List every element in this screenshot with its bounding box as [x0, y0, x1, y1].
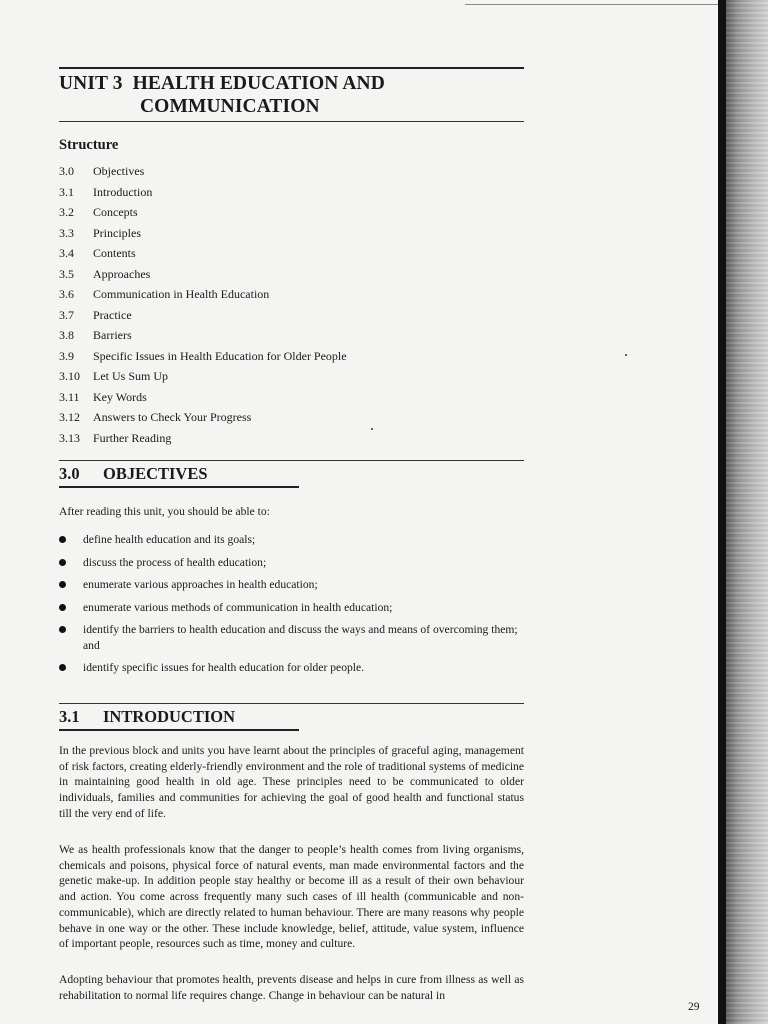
structure-item-label: Objectives	[93, 164, 145, 178]
scan-top-line	[465, 4, 720, 5]
objective-text: enumerate various approaches in health education;	[83, 578, 318, 591]
intro-paragraph-3: Adopting behaviour that promotes health, prevents disease and helps in cure from illness as well as rehabilitation to normal life requires change. Change in behaviour can be natural in	[59, 973, 524, 1002]
structure-item-number: 3.13	[59, 430, 80, 445]
structure-item-number: 3.7	[59, 307, 74, 322]
bullet-icon	[59, 581, 66, 588]
unit-title-line1: HEALTH EDUCATION AND	[132, 73, 385, 94]
structure-item-label: Contents	[93, 246, 136, 260]
structure-item-label: Principles	[93, 225, 141, 240]
section-title: OBJECTIVES	[103, 464, 208, 483]
structure-heading: Structure	[59, 137, 119, 153]
objective-item	[59, 577, 524, 593]
objective-text: identify the barriers to health education and discuss the ways and means of overcoming them; and	[83, 623, 518, 652]
bullet-icon	[59, 664, 66, 671]
structure-item-label: Approaches	[93, 266, 151, 281]
structure-item-number: 3.0	[59, 164, 74, 178]
scan-speck	[371, 428, 373, 430]
objective-item	[59, 555, 524, 571]
bullet-icon	[59, 604, 66, 611]
structure-item-number: 3.1	[59, 184, 74, 199]
intro-paragraph-1: In the previous block and units you have learnt about the principles of graceful aging, management of risk factors, creating elderly-friendly environment and the role of traditional systems of medicine in maintaining good health in old age. These principles need to be communicated to older individuals, families and communities for achieving the goal of good health and functional status till the very end of life.	[59, 744, 524, 820]
structure-item-number: 3.8	[59, 328, 74, 342]
unit-title-line2: COMMUNICATION	[140, 96, 320, 117]
objective-item	[59, 532, 524, 548]
structure-item	[59, 389, 524, 410]
intro-paragraph-2: We as health professionals know that the danger to people’s health comes from living organisms, chemicals and poisons, physical force of natural events, man made environmental factors and the genetic make-up. In addition people stay healthy or become ill as a result of their own behaviour and action. You come across frequently many such cases of ill health (communicable and non-communicable), which are directly related to human behaviour. There are many reasons why people behave in one way or the other. These include knowledge, belief, attitude, value system, influence of important people, resources such as time, money and culture.	[59, 843, 524, 951]
structure-item	[59, 245, 524, 266]
structure-item	[59, 225, 524, 246]
objective-text: identify specific issues for health education for older people.	[83, 661, 365, 674]
section-heading-objectives	[59, 460, 524, 488]
structure-item-number: 3.12	[59, 410, 80, 424]
structure-item-label: Concepts	[93, 205, 138, 219]
structure-item-label: Answers to Check Your Progress	[93, 410, 252, 424]
scan-speck	[625, 354, 627, 356]
structure-item	[59, 286, 524, 307]
page-number: 29	[688, 1001, 700, 1013]
structure-item-number: 3.9	[59, 348, 74, 363]
structure-list	[59, 163, 524, 450]
section-heading-introduction	[59, 703, 524, 731]
unit-title	[59, 69, 524, 121]
structure-item	[59, 430, 524, 451]
objective-text: define health education and its goals;	[83, 533, 256, 546]
page-binding-shadow	[718, 0, 768, 1024]
structure-item-label: Introduction	[93, 184, 153, 199]
structure-item-label: Practice	[93, 307, 132, 322]
section-number: 3.1	[59, 707, 80, 726]
objective-text: enumerate various methods of communication in health education;	[83, 600, 393, 614]
unit-label: UNIT 3	[59, 73, 123, 94]
structure-item-number: 3.4	[59, 246, 74, 260]
objective-item	[59, 660, 524, 676]
structure-item-label: Let Us Sum Up	[93, 369, 168, 383]
structure-item	[59, 163, 524, 184]
structure-item	[59, 266, 524, 287]
structure-item-number: 3.6	[59, 287, 74, 301]
section-title: INTRODUCTION	[103, 707, 236, 726]
section-number: 3.0	[59, 464, 80, 483]
structure-item-label: Further Reading	[93, 430, 172, 445]
structure-item-number: 3.3	[59, 225, 74, 240]
structure-item	[59, 204, 524, 225]
structure-item	[59, 327, 524, 348]
structure-item-label: Barriers	[93, 328, 132, 342]
objective-item	[59, 622, 524, 653]
objectives-intro: After reading this unit, you should be able to:	[59, 505, 270, 518]
structure-item-number: 3.5	[59, 266, 74, 281]
structure-item	[59, 368, 524, 389]
structure-item-label: Key Words	[93, 389, 147, 404]
structure-item-number: 3.11	[59, 389, 80, 404]
structure-item	[59, 184, 524, 205]
objectives-list	[59, 532, 524, 683]
objective-text: discuss the process of health education;	[83, 555, 267, 569]
structure-item	[59, 409, 524, 430]
bullet-icon	[59, 626, 66, 633]
structure-item-number: 3.10	[59, 369, 80, 383]
bullet-icon	[59, 536, 66, 543]
structure-item-label: Specific Issues in Health Education for Older People	[93, 348, 347, 363]
structure-item-number: 3.2	[59, 205, 74, 219]
structure-item	[59, 348, 524, 369]
bullet-icon	[59, 559, 66, 566]
structure-item-label: Communication in Health Education	[93, 287, 270, 301]
objective-item	[59, 600, 524, 616]
structure-item	[59, 307, 524, 328]
unit-title-block	[59, 67, 524, 122]
